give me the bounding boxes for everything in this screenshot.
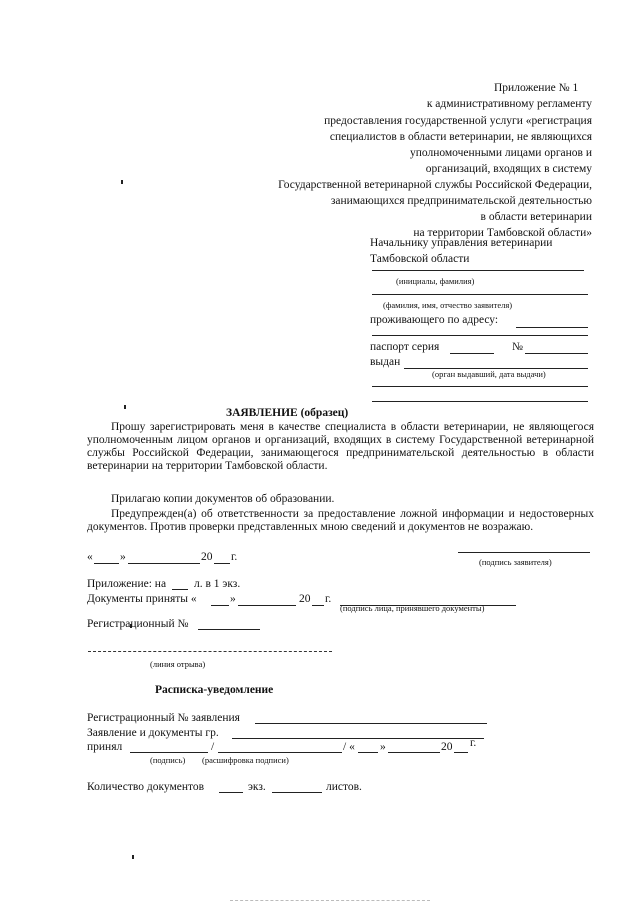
scan-speck bbox=[124, 405, 126, 409]
appendix-title: Приложение № 1 bbox=[494, 82, 579, 94]
receipt-month-field[interactable] bbox=[388, 752, 440, 753]
accepted-month-field[interactable] bbox=[238, 605, 296, 606]
receipt-decode-hint: (расшифровка подписи) bbox=[202, 755, 289, 765]
accepted-year-field[interactable] bbox=[312, 605, 324, 606]
receipt-heading: Расписка-уведомление bbox=[155, 684, 274, 696]
initials-field[interactable] bbox=[372, 270, 584, 271]
receipt-signature-field[interactable] bbox=[130, 752, 208, 753]
passport-number-label: № bbox=[512, 341, 523, 353]
receipt-slash-date: / « bbox=[343, 741, 355, 753]
appendix-line: специалистов в области ветеринарии, не являющихся bbox=[329, 131, 592, 143]
applicant-signature-hint: (подпись заявителя) bbox=[479, 557, 552, 567]
appendix-line: предоставления государственной услуги «регистрация bbox=[324, 115, 592, 127]
scan-artifact bbox=[230, 900, 430, 903]
accepted-year-prefix: 20 bbox=[299, 593, 311, 605]
issued-label: выдан bbox=[370, 356, 401, 368]
applicant-name-field[interactable] bbox=[372, 294, 588, 295]
scan-speck bbox=[132, 855, 134, 859]
tear-line bbox=[88, 651, 332, 652]
accepted-close-quote: » bbox=[230, 593, 236, 605]
appendix-line: занимающихся предпринимательской деятельностью bbox=[330, 195, 592, 207]
date-day-field[interactable] bbox=[94, 563, 119, 564]
receipt-g: г. bbox=[470, 737, 477, 749]
issued-field-3[interactable] bbox=[372, 401, 588, 402]
date-year-field[interactable] bbox=[214, 563, 230, 564]
appendix-line: организаций, входящих в систему bbox=[425, 163, 592, 175]
tear-line-label: (линия отрыва) bbox=[150, 659, 206, 669]
scan-speck bbox=[121, 180, 123, 184]
appendix-line: на территории Тамбовской области» bbox=[413, 227, 592, 239]
date-close-quote: » bbox=[120, 551, 126, 563]
receipt-slash: / bbox=[211, 741, 215, 753]
date-year-prefix: 20 bbox=[201, 551, 213, 563]
receipt-decode-field[interactable] bbox=[218, 752, 342, 753]
statement-heading: ЗАЯВЛЕНИЕ (образец) bbox=[226, 407, 349, 419]
receipt-day-field[interactable] bbox=[358, 752, 378, 753]
receipt-close-quote: » bbox=[380, 741, 386, 753]
receipt-count-field[interactable] bbox=[219, 792, 243, 793]
issuer-hint: (орган выдавший, дата выдачи) bbox=[432, 369, 546, 379]
address-field[interactable] bbox=[516, 327, 588, 328]
receipt-count-mid: экз. bbox=[248, 781, 266, 793]
addressee-line: Начальнику управления ветеринарии bbox=[370, 237, 553, 249]
receipt-reg-field[interactable] bbox=[255, 723, 487, 724]
accepter-signature-hint: (подпись лица, принявшего документы) bbox=[340, 603, 485, 613]
accepted-day-field[interactable] bbox=[211, 605, 229, 606]
passport-label: паспорт серия bbox=[370, 341, 440, 353]
accepted-label: Документы приняты « bbox=[87, 593, 197, 605]
appendix-line: Государственной ветеринарной службы Российской Федерации, bbox=[278, 179, 592, 191]
appendix-line: в области ветеринарии bbox=[480, 211, 592, 223]
initials-hint: (инициалы, фамилия) bbox=[396, 276, 475, 286]
receipt-accepted-label: принял bbox=[87, 741, 123, 753]
date-open-quote: « bbox=[87, 551, 93, 563]
passport-number-field[interactable] bbox=[525, 353, 588, 354]
appendix-line: к административному регламенту bbox=[426, 98, 592, 110]
statement-paragraph: Прилагаю копии документов об образовании. bbox=[111, 493, 335, 505]
receipt-docs-field[interactable] bbox=[232, 738, 484, 739]
addressee-line: Тамбовской области bbox=[370, 253, 470, 265]
receipt-count-label: Количество документов bbox=[87, 781, 205, 793]
accepted-g: г. bbox=[325, 593, 332, 605]
receipt-signature-hint: (подпись) bbox=[150, 755, 186, 765]
address-field-2[interactable] bbox=[372, 335, 588, 336]
receipt-count-end: листов. bbox=[326, 781, 362, 793]
attachment-label-rest: л. в 1 экз. bbox=[194, 578, 241, 590]
issued-field-2[interactable] bbox=[372, 386, 588, 387]
applicant-signature-field[interactable] bbox=[458, 552, 590, 553]
registration-number-label: Регистрационный № bbox=[87, 618, 189, 630]
receipt-year-prefix: 20 bbox=[441, 741, 453, 753]
applicant-name-hint: (фамилия, имя, отчество заявителя) bbox=[383, 300, 513, 310]
receipt-sheets-field[interactable] bbox=[272, 792, 322, 793]
passport-series-field[interactable] bbox=[450, 353, 494, 354]
receipt-reg-label: Регистрационный № заявления bbox=[87, 712, 240, 724]
statement-paragraph: Прошу зарегистрировать меня в качестве специалиста в области ветеринарии, не являющегося уполномоченным лицом органов и организаций, входящих в систему Государственной ветеринарной службы Российской Федерации, занимающегося предпринимательской деятельностью в области ветеринарии на территории Тамбовской области. bbox=[87, 421, 594, 472]
receipt-docs-label: Заявление и документы гр. bbox=[87, 727, 219, 739]
attachment-pages-field[interactable] bbox=[172, 589, 188, 590]
attachment-label: Приложение: на bbox=[87, 578, 167, 590]
registration-number-field[interactable] bbox=[198, 629, 260, 630]
receipt-year-field[interactable] bbox=[454, 752, 468, 753]
residing-label: проживающего по адресу: bbox=[370, 314, 499, 326]
appendix-line: уполномоченными лицами органов и bbox=[409, 147, 592, 159]
statement-paragraph: Предупрежден(а) об ответственности за предоставление ложной информации и недостоверных документов. Против проверки представленных мною сведений и документов не возражаю. bbox=[87, 508, 594, 533]
date-suffix: г. bbox=[231, 551, 238, 563]
date-month-field[interactable] bbox=[128, 563, 200, 564]
